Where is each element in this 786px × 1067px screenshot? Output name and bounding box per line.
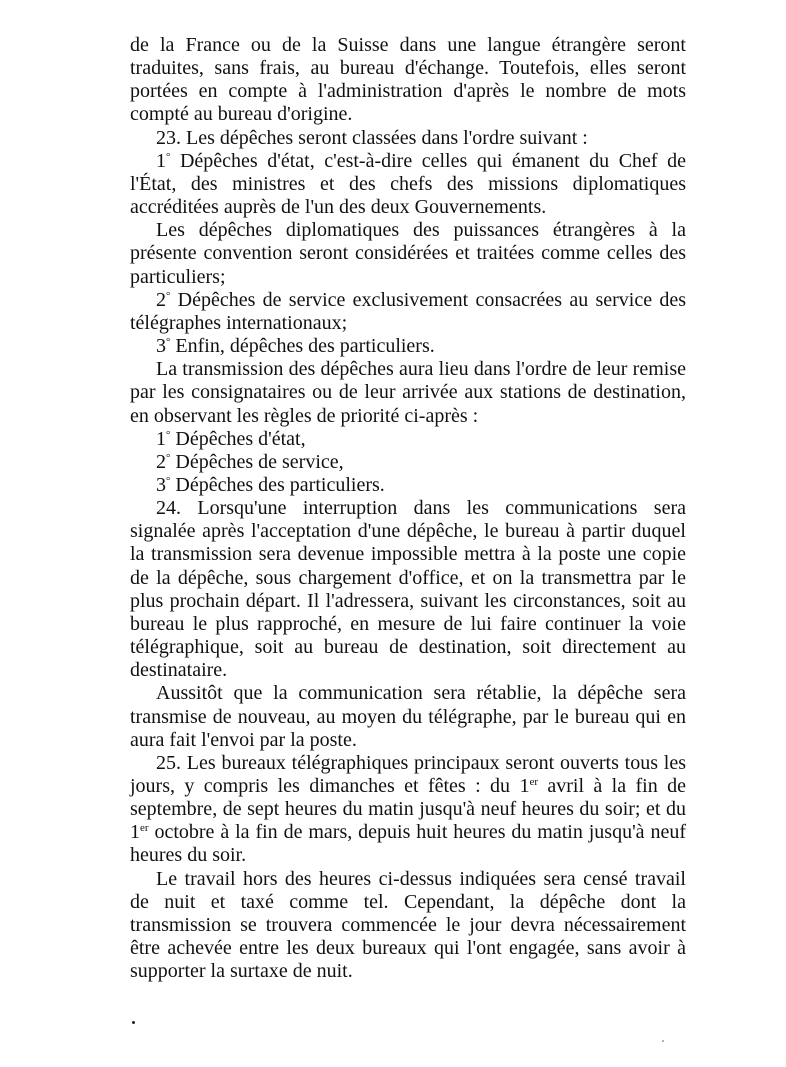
list-item-1-state-dispatches: 1° Dépêches d'état, c'est-à-dire celles qui émanent du Chef de l'État, des ministres et des chefs des missions diplomatiques accréditées auprès de l'un des deux Gouvernements.: [130, 149, 687, 219]
stray-dot-mark-right: [662, 1040, 664, 1042]
paragraph-continuation: de la France ou de la Suisse dans une langue étrangère seront traduites, sans frais, au bureau d'échange. Toutefois, elles seront portées en compte à l'administration d'après le nombre de mots compté au bureau d'origine.: [130, 34, 686, 126]
stray-dot-mark: [132, 1021, 135, 1024]
article-23-heading: 23. Les dépêches seront classées dans l'ordre suivant :: [156, 126, 588, 149]
list-item-3-private-dispatches: 3° Enfin, dépêches des particuliers.: [156, 335, 435, 358]
article-25-paragraph: 25. Les bureaux télégraphiques principaux seront ouverts tous les jours, y compris les dimanches et fêtes : du 1er avril à la fin de septembre, de sept heures du matin jusqu'à neuf heures du soir; et du 1er octobre à la fin de mars, depuis huit heures du matin jusqu'à neuf heures du soir.: [130, 751, 686, 867]
paragraph-diplomatic-dispatches: Les dépêches diplomatiques des puissances étrangères à la présente convention seront considérées et traitées comme celles des particuliers;: [130, 219, 686, 288]
list-item-2-service-dispatches: 2° Dépêches de service exclusivement consacrées au service des télégraphes internationaux;: [130, 288, 687, 334]
paragraph-communication-restored: Aussitôt que la communication sera rétablie, la dépêche sera transmise de nouveau, au moyen du télégraphe, par le bureau qui en aura fait l'envoi par la poste.: [130, 682, 686, 751]
priority-item-1: 1° Dépêches d'état,: [156, 427, 306, 450]
paragraph-night-work: Le travail hors des heures ci-dessus indiquées sera censé travail de nuit et taxé comme tel. Cependant, la dépêche dont la transmission se trouvera commencée le jour devra nécessairement être achevée entre les deux bureaux qui l'ont engagée, sans avoir à supporter la surtaxe de nuit.: [130, 867, 686, 983]
priority-item-3: 3° Dépêches des particuliers.: [156, 473, 385, 496]
document-text: [130, 34, 686, 983]
priority-item-2: 2° Dépêches de service,: [156, 450, 344, 473]
article-24-paragraph: 24. Lorsqu'une interruption dans les communications sera signalée après l'acceptation d'une dépêche, le bureau à partir duquel la transmission sera devenue impossible mettra à la poste une copie de la dépêche, sous chargement d'office, et on la transmettra par le plus prochain départ. Il l'adressera, suivant les circonstances, soit au bureau le plus rapproché, en mesure de lui faire continuer la voie télégraphique, soit au bureau de destination, soit directement au destinataire.: [130, 497, 686, 682]
paragraph-transmission-order: La transmission des dépêches aura lieu dans l'ordre de leur remise par les consignataires ou de leur arrivée aux stations de destination, en observant les règles de priorité ci-après :: [130, 358, 686, 427]
